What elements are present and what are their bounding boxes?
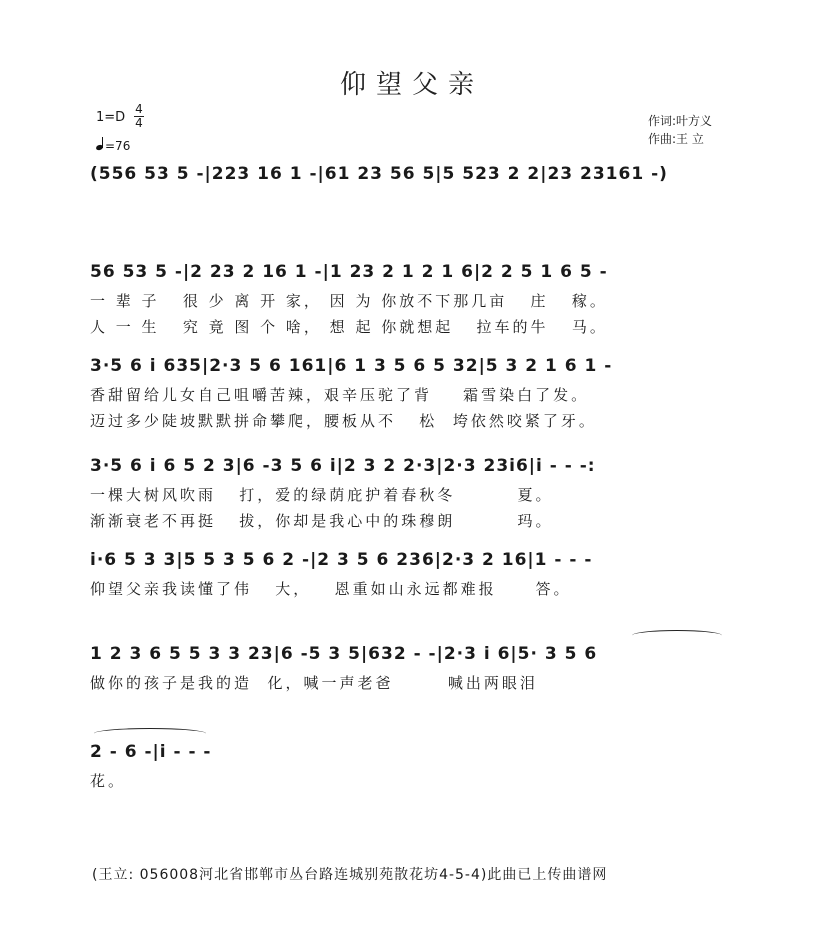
notes-system-7: 2 - 6 -|i - - - (90, 742, 212, 762)
notes-system-6: 1 2 3 6 5 5 3 3 23|6 -5 3 5|632 - -|2·3 i 6|5· 3 5 6 (90, 644, 598, 664)
tie-slur (632, 630, 722, 641)
lyric-line: 迈过多少陡坡默默拼命攀爬，腰板从不 松 垮依然咬紧了牙。 (90, 412, 597, 430)
lyricist-credit: 作词:叶方义 (648, 114, 713, 128)
lyric-line: 香甜留给儿女自己咀嚼苦辣，艰辛压驼了背 霜雪染白了发。 (90, 386, 590, 404)
staff-system-1 (90, 158, 758, 192)
lyric-line: 渐渐衰老不再挺 拔，你却是我心中的珠穆朗 玛。 (90, 512, 554, 530)
lyric-line: 一 辈 子 很 少 离 开 家， 因 为 你放不下那几亩 庄 稼。 (90, 292, 608, 310)
staff-system-2 (90, 256, 758, 290)
notes-system-3: 3·5 6 i 635|2·3 5 6 161|6 1 3 5 6 5 32|5 3 2 1 6 1 - (90, 356, 613, 376)
lyric-line: 花。 (90, 772, 127, 790)
notes-system-4: 3·5 6 i 6 5 2 3|6 -3 5 6 i|2 3 2 2·3|2·3 23i6|i - - -: (90, 456, 596, 476)
staff-system-6 (90, 638, 758, 672)
quarter-note-stem (102, 137, 103, 148)
staff-system-3 (90, 350, 758, 384)
tempo-marking (96, 139, 130, 153)
song-title: 仰望父亲 (339, 70, 484, 100)
lyric-line: 人 一 生 究 竟 图 个 啥， 想 起 你就想起 拉车的牛 马。 (90, 318, 608, 336)
composer-credit: 作曲:王 立 (648, 132, 704, 146)
notes-system-5: i·6 5 3 3|5 5 3 5 6 2 -|2 3 5 6 236|2·3 2 16|1 - - - (90, 550, 593, 570)
time-signature-bottom: 4 (135, 116, 143, 130)
lyric-line: 做你的孩子是我的造 化，喊一声老爸 喊出两眼泪 (90, 674, 538, 692)
time-signature-top: 4 (135, 102, 143, 116)
notes-system-1: (556 53 5 -|223 16 1 -|61 23 56 5|5 523 2 2|23 23161 -) (90, 164, 668, 184)
staff-system-7 (90, 736, 310, 770)
lyric-line: 仰望父亲我读懂了伟 大， 恩重如山永远都难报 答。 (90, 580, 572, 598)
staff-system-4 (90, 450, 758, 484)
key-signature: 1=D (96, 110, 126, 125)
footer-note: (王立: 056008河北省邯郸市丛台路连城别苑散花坊4-5-4)此曲已上传曲谱网 (92, 867, 608, 883)
tempo-value: =76 (105, 139, 131, 153)
notes-system-2: 56 53 5 -|2 23 2 16 1 -|1 23 2 1 2 1 6|2 2 5 1 6 5 - (90, 262, 608, 282)
time-signature (134, 103, 144, 130)
tie-slur (94, 728, 206, 739)
staff-system-5 (90, 544, 758, 578)
lyric-line: 一棵大树风吹雨 打，爱的绿荫庇护着春秋冬 夏。 (90, 486, 554, 504)
